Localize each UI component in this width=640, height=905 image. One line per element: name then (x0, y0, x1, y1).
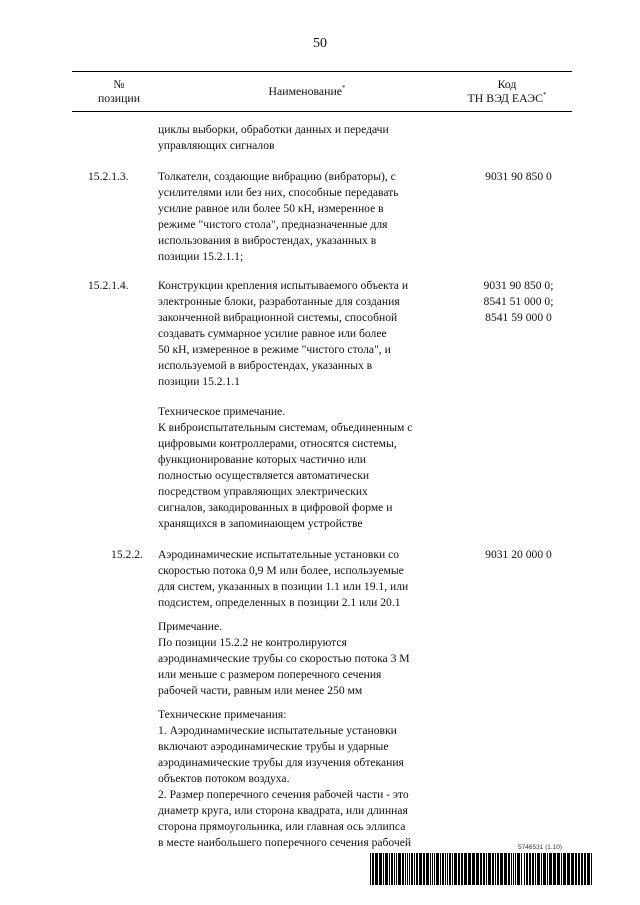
row3-code: 9031 20 000 0 (485, 548, 552, 561)
barcode-bar (535, 853, 536, 885)
row1-position: 15.2.1.3. (88, 170, 129, 183)
barcode-bar (414, 853, 415, 885)
barcode-bar (472, 853, 475, 885)
header-code-line2: ТН ВЭД ЕАЭС (467, 91, 543, 105)
row2-note-line-6: сигналов, закодированных в цифровой форме и (158, 501, 393, 514)
barcode-bar (449, 853, 451, 885)
barcode-bar (375, 853, 378, 885)
row2-line-6: позиции 15.2.1.1 (158, 375, 240, 388)
row2-line-1: электронные блоки, разработанные для создания (158, 295, 400, 308)
barcode-bar (426, 853, 429, 885)
row3-note-line-0: Примечание. (158, 620, 222, 633)
barcode-bar (500, 853, 503, 885)
barcode-bar (561, 853, 562, 885)
row1-line-1: усилителями или без них, способные передавать (158, 186, 399, 199)
barcode-bar (385, 853, 388, 885)
header-code-line1: Код (497, 77, 517, 91)
row2-line-0: Конструкции крепления испытываемого объекта и (158, 279, 409, 292)
barcode-bar (436, 853, 439, 885)
barcode-bar (461, 853, 463, 885)
row3-line-0: Аэродинамические испытательные установки со (158, 548, 400, 561)
barcode-bar (389, 853, 390, 885)
barcode-bar (557, 853, 560, 885)
row3-line-2: для систем, указанных в позиции 1.1 или 19.1, или (158, 580, 409, 593)
barcode-bar (407, 853, 408, 885)
row2-note-line-1: К виброиспытательным системам, объединенным с (158, 421, 413, 434)
barcode-bar (549, 853, 552, 885)
barcode-bar (581, 853, 583, 885)
barcode-bar (423, 853, 425, 885)
barcode-bar (504, 853, 507, 885)
barcode-bar (411, 853, 413, 885)
row1-code: 9031 90 850 0 (485, 170, 552, 183)
barcode-bar (515, 853, 516, 885)
barcode-bar (584, 853, 586, 885)
row2-line-5: используемой в вибростендах, указанных в (158, 359, 373, 372)
row3-line-1: скоростью потока 0,9 М или более, используемые (158, 564, 404, 577)
barcode-bar (541, 853, 542, 885)
barcode-bar (587, 853, 590, 885)
barcode-bar (511, 853, 512, 885)
barcode-bar (434, 853, 435, 885)
header-position-line2: позиции (97, 91, 141, 105)
row3-line-3: подсистем, определенных в позиции 2.1 или 20.1 (158, 596, 401, 609)
barcode-bar (495, 853, 496, 885)
barcode-bar (447, 853, 448, 885)
row3-tech-line-0: Технические примечания: (158, 708, 287, 721)
header-code-mark: * (542, 91, 547, 99)
row3-note-line-1: По позиции 15.2.2 не контролируются (158, 636, 347, 649)
barcode-bar (379, 853, 382, 885)
barcode-bar (575, 853, 577, 885)
header-name-mark: * (342, 84, 346, 92)
header-position-line1: № (113, 77, 125, 91)
row3-tech-line-3: аэродинамические трубы для изучения обтекания (158, 756, 404, 769)
barcode-bar (480, 853, 482, 885)
barcode-bar (464, 853, 467, 885)
barcode-bar (526, 853, 528, 885)
barcode-bar (409, 853, 410, 885)
barcode-bar (571, 853, 574, 885)
row3-note-line-3: или меньше с размером поперечного сечения (158, 668, 382, 681)
barcode-bar (492, 853, 494, 885)
barcode-bar (398, 853, 401, 885)
row2-note-line-4: полностью осуществляется автоматически (158, 469, 370, 482)
barcode-bar (440, 853, 441, 885)
barcode-bar (486, 853, 487, 885)
barcode-bar (394, 853, 395, 885)
barcode-bar (468, 853, 471, 885)
cont-line-0: циклы выборки, обработки данных и передачи (158, 123, 389, 136)
row3-tech-line-5: 2. Размер поперечного сечения рабочей части - это (158, 788, 409, 801)
barcode-bar (547, 853, 548, 885)
barcode-bar (483, 853, 485, 885)
barcode-bar (391, 853, 393, 885)
row1-line-5: позиции 15.2.1.1; (158, 250, 244, 263)
barcode-bar (578, 853, 580, 885)
barcode-bar (396, 853, 397, 885)
barcode-bar (476, 853, 479, 885)
barcode-bar (383, 853, 384, 885)
barcode-bar (529, 853, 531, 885)
row2-line-3: создавать суммарное усилие равное или более (158, 327, 387, 340)
barcode-bar (537, 853, 540, 885)
row2-note-line-5: посредством управляющих электрических (158, 485, 368, 498)
barcode-bar (508, 853, 510, 885)
row3-tech-line-8: в месте наибольшего поперечного сечения рабочей (158, 836, 412, 849)
page-number: 50 (313, 36, 327, 51)
barcode-bar (402, 853, 404, 885)
row3-position: 15.2.2. (111, 548, 143, 561)
row3-tech-line-7: сторона прямоугольника, или главная ось эллипса (158, 820, 406, 833)
row1-line-0: Толкатели, создающие вибрацию (вибраторы), с (158, 170, 396, 183)
barcode-bar (497, 853, 499, 885)
header-name-label: Наименование (268, 84, 342, 98)
barcode-bar (532, 853, 534, 885)
row2-line-4: 50 кН, измеренное в режиме "чистого стола", и (158, 343, 391, 356)
barcode-bar (553, 853, 556, 885)
row1-line-4: использования в вибростендах, указанных в (158, 234, 377, 247)
row2-code-0: 9031 90 850 0; (483, 279, 554, 292)
row3-tech-line-1: 1. Аэродинамические испытательные установки (158, 724, 397, 737)
row3-note-line-4: рабочей части, равным или менее 250 мм (158, 684, 363, 697)
row2-note-line-3: функционирование которых частично или (158, 453, 366, 466)
barcode-bar (591, 853, 592, 885)
footer-code: 5746531 (1.10) (518, 844, 563, 851)
barcode-bar (416, 853, 418, 885)
row2-note-line-2: цифровыми контроллерами, относятся системы, (158, 437, 397, 450)
barcode-bar (432, 853, 433, 885)
barcode-bar (524, 853, 525, 885)
barcode-bar (567, 853, 570, 885)
barcode-bar (419, 853, 422, 885)
barcode (370, 853, 592, 885)
barcode-bar (445, 853, 446, 885)
row1-line-2: усилие равное или более 50 кН, измеренное в (158, 202, 384, 215)
barcode-bar (488, 853, 491, 885)
barcode-bar (458, 853, 460, 885)
row3-tech-line-2: включают аэродинамические трубы и ударные (158, 740, 389, 753)
barcode-bar (543, 853, 546, 885)
row2-position: 15.2.1.4. (88, 279, 129, 292)
barcode-bar (452, 853, 453, 885)
barcode-bar (521, 853, 522, 885)
row2-code-1: 8541 51 000 0; (483, 295, 554, 308)
barcode-bar (442, 853, 444, 885)
barcode-bar (372, 853, 374, 885)
row2-note-line-7: хранящихся в запоминающем устройстве (158, 517, 363, 530)
row2-code-2: 8541 59 000 0 (485, 311, 552, 324)
barcode-bar (517, 853, 520, 885)
barcode-bar (454, 853, 457, 885)
row3-tech-line-4: объектов потоком воздуха. (158, 772, 290, 785)
barcode-bar (430, 853, 431, 885)
barcode-bar (513, 853, 514, 885)
barcode-bar (370, 853, 371, 885)
row2-note-line-0: Техническое примечание. (158, 405, 286, 418)
row1-line-3: режиме "чистого стола", предназначенные для (158, 218, 388, 231)
row3-tech-line-6: диаметр круга, или сторона квадрата, или длинная (158, 804, 408, 817)
row2-line-2: законченной вибрационной системы, способной (158, 311, 398, 324)
cont-line-1: управляющих сигналов (158, 139, 275, 152)
row3-note-line-2: аэродинамические трубы со скоростью потока 3 М (158, 652, 410, 665)
barcode-bar (563, 853, 566, 885)
barcode-bar (405, 853, 406, 885)
